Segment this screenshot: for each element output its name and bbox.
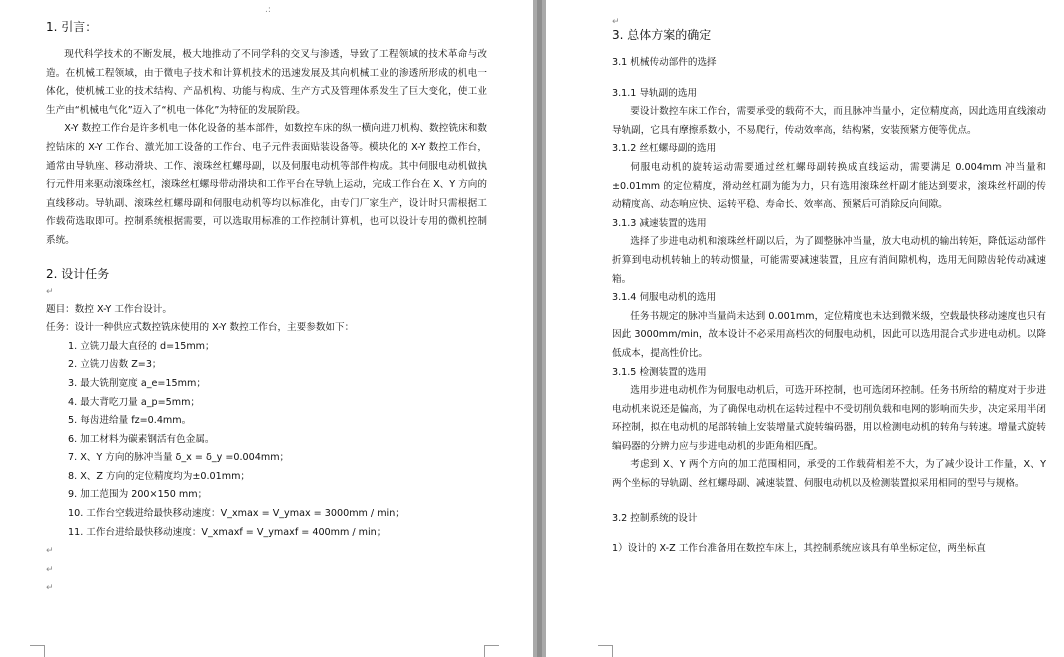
- parameter-item: 4. 最大背吃刀量 a_p=5mm；: [68, 396, 201, 408]
- section-3-1-5-text-2: 考虑到 X、Y 两个方向的加工范围相同，承受的工作载荷相差不大，为了减少设计工作量，X、Y 两个坐标的导轨副、丝杠螺母副、减速装置、伺服电动机以及检测装置拟采用相同的型号与规格。: [612, 459, 1046, 490]
- parameter-item: 3. 最大铣削宽度 a_e=15mm；: [68, 377, 206, 389]
- page-corner-mark: [30, 645, 45, 657]
- task-topic: 题目：数控 X-Y 工作台设计。: [46, 303, 172, 315]
- section-3-1-2-title: 3.1.2 丝杠螺母副的选用: [612, 143, 717, 155]
- paragraph-mark: ↵: [46, 583, 54, 594]
- page-corner-mark: [484, 645, 499, 657]
- paragraph-mark: ↵: [46, 286, 54, 297]
- intro-paragraph-1: 现代科学技术的不断发展，极大地推动了不同学科的交叉与渗透，导致了工程领域的技术革命与改造。在机械工程领域，由于微电子技术和计算机技术的迅速发展及其向机械工业的渗透所形成的机电一体化，使机械工业的技术结构、产品机构、功能与构成、生产方式及管理体系发生了巨大变化，使工业生产由“机械电气化”迈入了“机电一体化”为特征的发展阶段。: [46, 49, 487, 116]
- parameter-item: 5. 每齿进给量 fz=0.4mm。: [68, 415, 192, 427]
- intro-paragraph-2: X-Y 数控工作台是许多机电一体化设备的基本部件，如数控车床的纵一横向进刀机构、数控铣床和数控钻床的 X-Y 工作台、激光加工设备的工作台、电子元件表面贴装设备等。模块化的 X-Y 数控工作台，通常由导轨座、移动滑块、工作、滚珠丝杠螺母副，以及伺服电动机等部件构成。其中伺服电动机做执行元件用来驱动滚珠丝杠，滚珠丝杠螺母带动滑块和工作平台在导轨上运动，完成工作台在 X、Y 方向的直线移动。导轨副、滚珠丝杠螺母副和伺服电动机等均以标准化，由专门厂家生产，设计时只需根据工作载荷选取即可。控制系统根据需要，可以选取用标准的工作控制计算机，也可以设计专用的微机控制系统。: [46, 123, 487, 246]
- parameter-item: 9. 加工范围为 200×150 mm；: [68, 489, 208, 501]
- parameter-item: 8. X、Z 方向的定位精度均为±0.01mm；: [68, 470, 251, 482]
- section-3-2-title: 3.2 控制系统的设计: [612, 512, 698, 524]
- section-3-1-1-title: 3.1.1 导轨副的选用: [612, 87, 698, 99]
- splitter-bar[interactable]: [537, 0, 542, 657]
- section-3-1-5-text: 选用步进电动机作为伺服电动机后，可选开环控制，也可选闭环控制。任务书所给的精度对于步进电动机来说还是偏高，为了确保电动机在运转过程中不受切削负载和电网的影响而失步，决定采用半闭环控制，拟在电动机的尾部转轴上安装增量式旋转编码器，用以检测电动机的转角与转速。增量式旋转编码器的分辨力应与步进电动机的步距角相匹配。: [612, 385, 1046, 452]
- parameter-item: 1. 立铣刀最大直径的 d=15mm；: [68, 340, 215, 352]
- section-3-1-1-text: 要设计数控车床工作台，需要承受的载荷不大，而且脉冲当量小，定位精度高，因此选用直线滚动导轨副，它具有摩擦系数小，不易爬行，传动效率高，结构紧，安装预紧方便等优点。: [612, 106, 1046, 136]
- heading-overall-scheme: 3. 总体方案的确定: [612, 28, 712, 42]
- heading-design-task: 2. 设计任务: [46, 266, 110, 281]
- section-3-1-4-title: 3.1.4 伺服电动机的选用: [612, 292, 717, 304]
- left-page-content: [46, 18, 487, 598]
- section-3-1-3-title: 3.1.3 减速装置的选用: [612, 217, 707, 229]
- section-3-1-2-text: 伺服电动机的旋转运动需要通过丝杠螺母副转换成直线运动，需要满足 0.004mm 冲当量和±0.01mm 的定位精度，滑动丝杠副为能为力，只有选用滚珠丝杆副才能达到要求，滚珠丝杆副的传动精度高、动态响应快、运转平稳、寿命长、效率高、预紧后可消除反向间隙。: [612, 161, 1046, 211]
- paragraph-mark: .:: [265, 5, 271, 15]
- parameter-item: 2. 立铣刀齿数 Z=3；: [68, 359, 162, 371]
- parameter-list: [46, 338, 487, 543]
- parameter-item: 11. 工作台进给最快移动速度：V_xmaxf = V_ymaxf = 400mm / min；: [68, 526, 387, 538]
- paragraph-mark: ↵: [46, 546, 54, 557]
- paragraph-mark: ↵: [612, 17, 620, 27]
- parameter-item: 7. X、Y 方向的脉冲当量 δ_x = δ_y =0.004mm；: [68, 452, 290, 464]
- paragraph-mark: ↵: [46, 564, 54, 575]
- section-3-1-4-text: 任务书规定的脉冲当量尚未达到 0.001mm，定位精度也未达到微米级，空载最快移动速度也只有因此 3000mm/min，故本设计不必采用高档次的伺服电动机，因此可以选用混合式步进电动机。以降低成本，提高性价比。: [612, 310, 1046, 359]
- task-description: 任务：设计一种供应式数控铣床使用的 X-Y 数控工作台，主要参数如下：: [46, 322, 355, 334]
- section-3-2-text: 1）设计的 X-Z 工作台准备用在数控车床上，其控制系统应该具有单坐标定位，两坐标直: [612, 543, 986, 555]
- heading-introduction: 1. 引言：: [46, 20, 98, 34]
- right-page-content: [612, 18, 1046, 559]
- page-corner-mark: [598, 645, 613, 657]
- section-3-1-title: 3.1 机械传动部件的选择: [612, 57, 717, 68]
- parameter-item: 10. 工作台空载进给最快移动速度：V_xmax = V_ymax = 3000mm / min；: [68, 508, 405, 520]
- page-gutter: [533, 0, 546, 657]
- section-3-1-5-title: 3.1.5 检测装置的选用: [612, 366, 707, 378]
- parameter-item: 6. 加工材料为碳素钢活有色金属。: [68, 433, 215, 445]
- section-3-1-3-text: 选择了步进电动机和滚珠丝杆副以后，为了圆整脉冲当量，放大电动机的输出转矩，降低运动部件折算到电动机转轴上的转动惯量，可能需要减速装置，且应有消间隙机构，选用无间隙齿轮传动减速箱。: [612, 236, 1046, 285]
- document-page-right: [546, 0, 1064, 657]
